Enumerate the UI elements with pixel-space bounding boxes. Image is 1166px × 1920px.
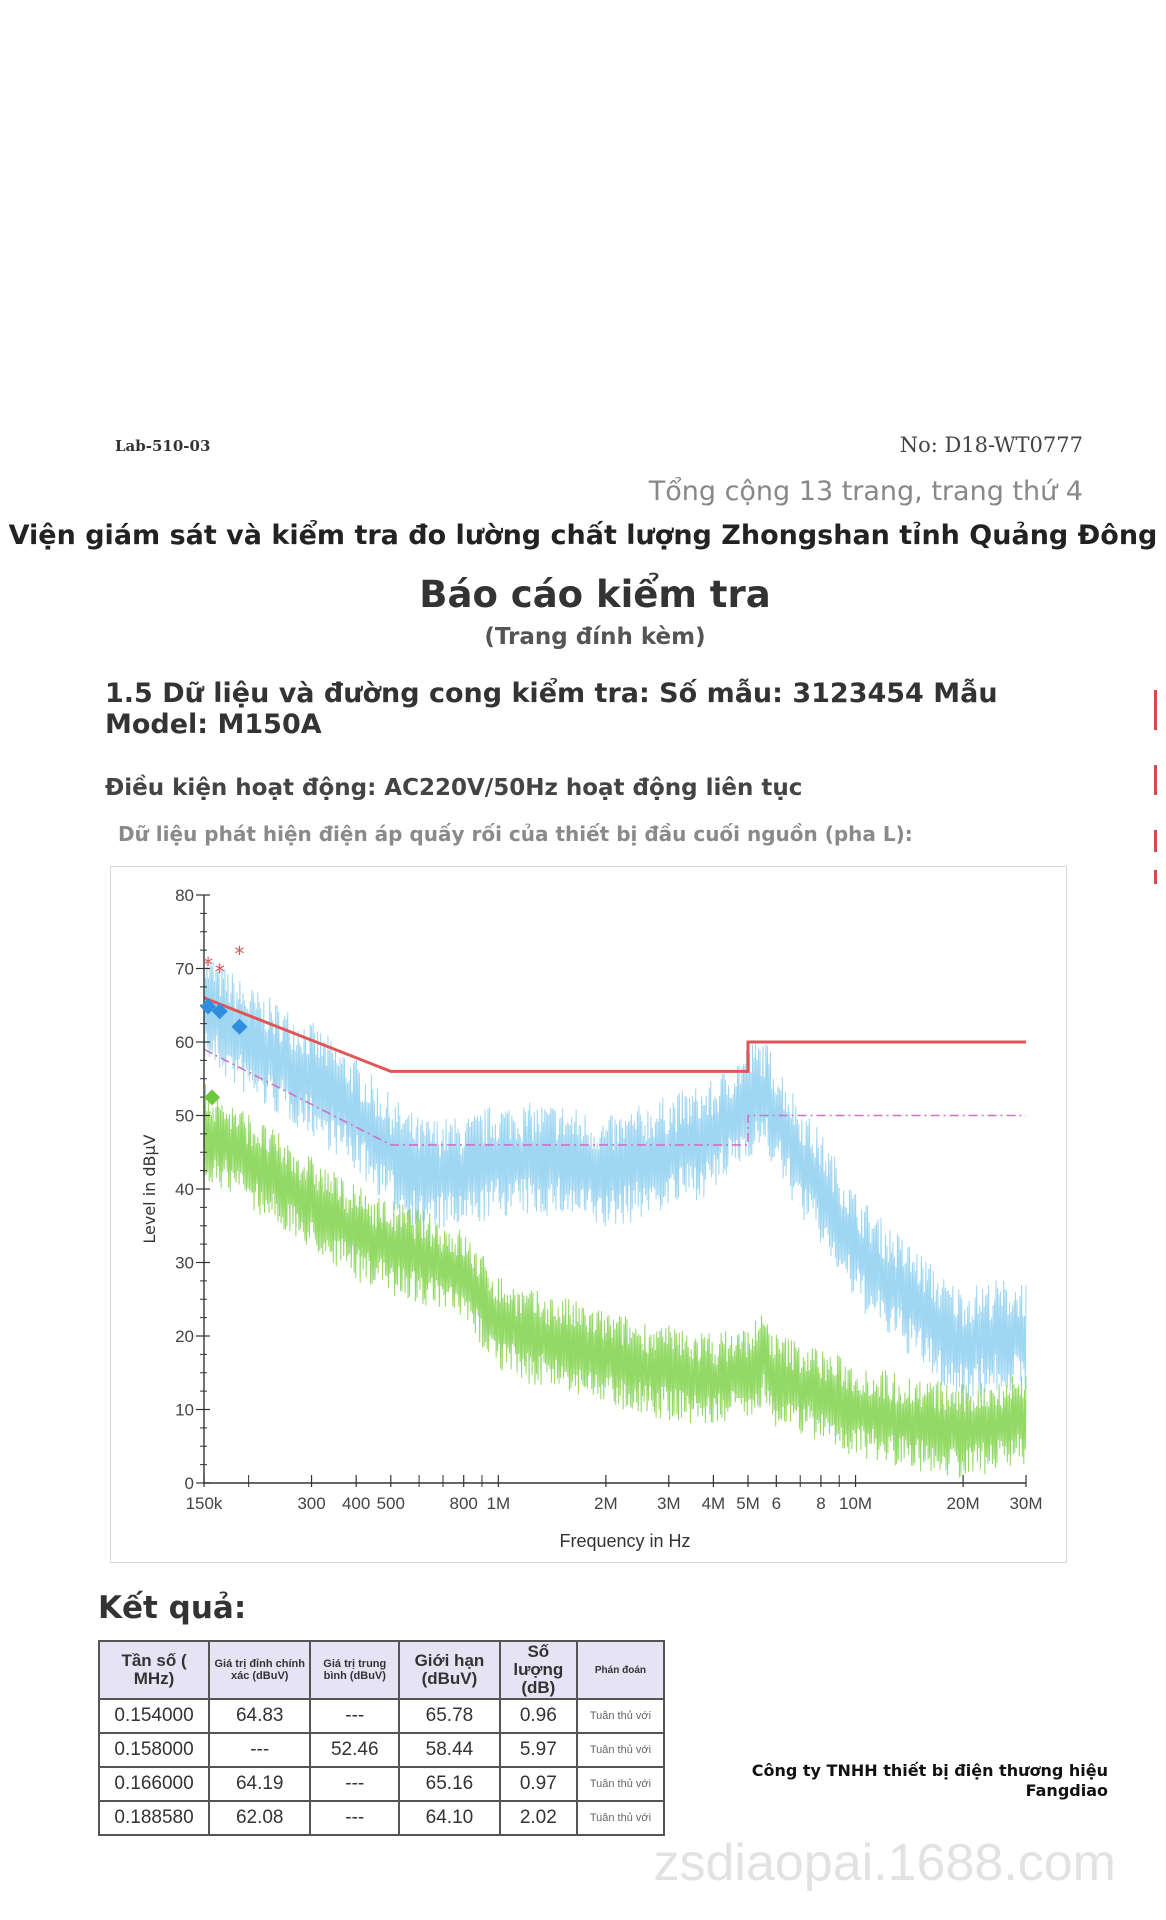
cell-limit: 65.16 (399, 1767, 500, 1801)
x-tick-label: 5M (736, 1494, 760, 1513)
y-tick-label: 50 (175, 1106, 194, 1126)
report-subtitle: (Trang đính kèm) (484, 624, 706, 650)
header-limit: Giới hạn (dBuV) (399, 1641, 500, 1699)
cell-frequency: 0.188580 (99, 1801, 209, 1835)
cell-limit: 58.44 (399, 1733, 500, 1767)
x-tick-label: 20M (946, 1494, 980, 1513)
y-tick-label: 30 (175, 1253, 194, 1273)
x-tick-label: 2M (594, 1494, 618, 1513)
page-count: Tổng cộng 13 trang, trang thứ 4 (648, 476, 1083, 507)
operating-condition: Điều kiện hoạt động: AC220V/50Hz hoạt động liên tục (105, 775, 803, 801)
x-tick-label: 8 (816, 1494, 826, 1513)
table-row (99, 1767, 664, 1801)
x-tick-label: 800 (449, 1494, 478, 1513)
table-row (99, 1801, 664, 1835)
x-tick-label: 150k (185, 1494, 223, 1513)
cell-average: 52.46 (310, 1733, 399, 1767)
y-tick-label: 80 (175, 886, 194, 905)
cell-average: --- (310, 1767, 399, 1801)
cell-average: --- (310, 1699, 399, 1733)
cell-judgement: Tuân thủ với (577, 1767, 664, 1801)
y-tick-label: 70 (175, 959, 194, 979)
x-tick-label: 30M (1009, 1494, 1043, 1513)
watermark-text: zsdiaopai.1688.com (653, 1834, 1116, 1892)
y-tick-label: 10 (175, 1400, 194, 1420)
report-title: Báo cáo kiểm tra (419, 573, 771, 616)
page-edge-marks (1154, 690, 1157, 900)
x-tick-label: 300 (297, 1494, 326, 1513)
y-tick-label: 60 (175, 1033, 194, 1052)
results-table (98, 1640, 665, 1836)
cell-limit: 64.10 (399, 1801, 500, 1835)
cell-judgement: Tuân thủ với (577, 1801, 664, 1835)
cell-limit: 65.78 (399, 1699, 500, 1733)
header-frequency: Tần số ( MHz) (99, 1641, 209, 1699)
header-judgement: Phán đoán (577, 1641, 664, 1699)
y-tick-label: 0 (184, 1474, 194, 1493)
x-tick-label: 400 (341, 1494, 371, 1513)
cell-margin: 0.97 (500, 1767, 577, 1801)
peak-star-marker: * (234, 941, 245, 966)
y-tick-label: 20 (175, 1327, 194, 1346)
y-axis-label: Level in dBµV (140, 1134, 159, 1244)
x-tick-label: 6 (771, 1494, 782, 1513)
emission-chart (111, 867, 1066, 1562)
table-row (99, 1733, 664, 1767)
cell-margin: 0.96 (500, 1699, 577, 1733)
institute-name: Viện giám sát và kiểm tra đo lường chất lượng Zhongshan tỉnh Quảng Đông (8, 520, 1158, 551)
cell-quasi-peak: 64.83 (209, 1699, 310, 1733)
cell-margin: 2.02 (500, 1801, 577, 1835)
x-tick-label: 3M (656, 1494, 681, 1513)
x-axis-label: Frequency in Hz (559, 1531, 691, 1551)
cell-judgement: Tuân thủ với (577, 1699, 664, 1733)
x-tick-label: 500 (376, 1494, 405, 1513)
header-average: Giá trị trung bình (dBuV) (310, 1641, 399, 1699)
header-quasi-peak: Giá trị đỉnh chính xác (dBuV) (209, 1641, 310, 1699)
x-tick-label: 1M (486, 1494, 511, 1513)
cell-frequency: 0.154000 (99, 1699, 209, 1733)
lab-code: Lab-510-03 (115, 437, 211, 455)
cell-frequency: 0.158000 (99, 1733, 209, 1767)
cell-average: --- (310, 1801, 399, 1835)
emission-chart-frame (110, 866, 1067, 1563)
report-number: No: D18-WT0777 (899, 433, 1083, 457)
company-name: Công ty TNHH thiết bị điện thương hiệu Fangdiao (751, 1761, 1108, 1800)
cell-quasi-peak: 62.08 (209, 1801, 310, 1835)
cell-margin: 5.97 (500, 1733, 577, 1767)
peak-star-marker: * (214, 960, 225, 985)
cell-quasi-peak: 64.19 (209, 1767, 310, 1801)
cell-judgement: Tuân thủ với (577, 1733, 664, 1767)
cell-quasi-peak: --- (209, 1733, 310, 1767)
section-title: 1.5 Dữ liệu và đường cong kiểm tra: Số mẫu: 3123454 Mẫu Model: M150A (105, 678, 998, 740)
x-tick-label: 10M (839, 1494, 873, 1513)
peak-star-marker: * (203, 952, 214, 977)
results-title: Kết quả: (98, 1590, 247, 1626)
y-tick-label: 40 (175, 1180, 194, 1199)
cell-frequency: 0.166000 (99, 1767, 209, 1801)
detection-label: Dữ liệu phát hiện điện áp quấy rối của thiết bị đầu cuối nguồn (pha L): (118, 822, 913, 846)
x-tick-label: 4M (701, 1494, 726, 1513)
results-header-row (99, 1641, 664, 1699)
table-row (99, 1699, 664, 1733)
header-margin: Số lượng (dB) (500, 1641, 577, 1699)
